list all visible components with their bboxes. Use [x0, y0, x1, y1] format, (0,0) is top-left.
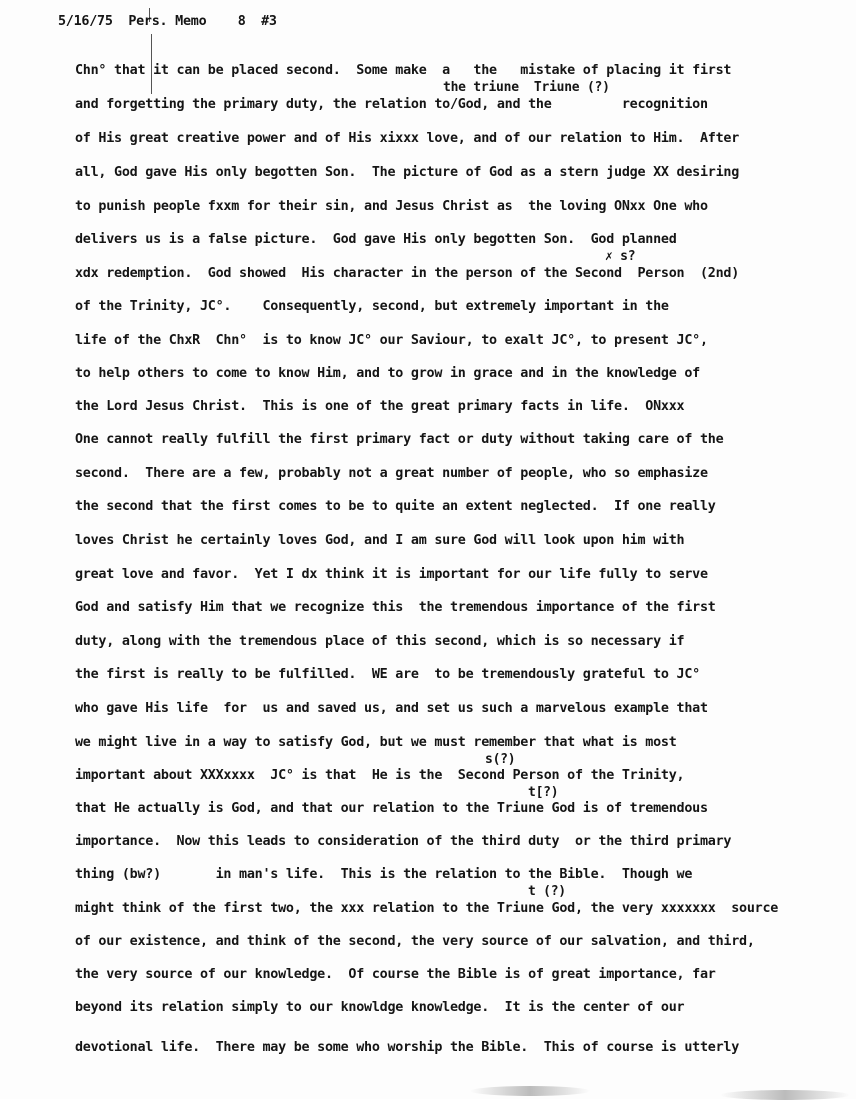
text-line: thing (bw?) in man's life. This is the relation to the Bible. Though we [75, 867, 693, 882]
text-line: of our existence, and think of the second, the very source of our salvation, and third, [75, 934, 755, 949]
text-line: that He actually is God, and that our relation to the Triune God is of tremendous [75, 801, 708, 816]
text-line: beyond its relation simply to our knowldge knowledge. It is the center of our [75, 1000, 685, 1015]
text-line: importance. Now this leads to consideration of the third duty or the third primary [75, 834, 732, 849]
text-line: xdx redemption. God showed His character in the person of the Second Person (2nd) [75, 266, 740, 281]
memo-mark: 8 [237, 14, 246, 29]
text-line: God and satisfy Him that we recognize this the tremendous importance of the first [75, 600, 716, 615]
text-line: to help others to come to know Him, and to grow in grace and in the knowledge of [75, 366, 700, 381]
text-line: loves Christ he certainly loves God, and I am sure God will look upon him with [75, 533, 685, 548]
memo-date: 5/16/75 [58, 14, 113, 29]
text-line: might think of the first two, the xxx relation to the Triune God, the very xxxxxxx source [75, 901, 779, 916]
interlinear-insertion: the triune Triune (?) [443, 80, 610, 95]
memo-number: #3 [261, 14, 277, 29]
text-line: great love and favor. Yet I dx think it is important for our life fully to serve [75, 567, 708, 582]
text-line: the Lord Jesus Christ. This is one of the great primary facts in life. ONxxx [75, 399, 685, 414]
text-line: life of the ChxR Chn° is to know JC° our Saviour, to exalt JC°, to present JC°, [75, 333, 708, 348]
text-line: we might live in a way to satisfy God, but we must remember that what is most [75, 735, 677, 750]
text-line: the first is really to be fulfilled. WE are to be tremendously grateful to JC° [75, 667, 700, 682]
scan-smudge [470, 1086, 590, 1096]
memo-header [58, 14, 277, 30]
text-line: all, God gave His only begotten Son. The picture of God as a stern judge XX desiring [75, 165, 740, 180]
text-line: delivers us is a false picture. God gave His only begotten Son. God planned [75, 232, 677, 247]
interlinear-insertion: t[?) [528, 785, 559, 800]
text-line: duty, along with the tremendous place of this second, which is so necessary if [75, 634, 685, 649]
text-line: One cannot really fulfill the first primary fact or duty without taking care of the [75, 432, 724, 447]
text-line: to punish people fxxm for their sin, and Jesus Christ as the loving ONxx One who [75, 199, 708, 214]
text-line: of His great creative power and of His xixxx love, and of our relation to Him. After [75, 131, 740, 146]
memo-title: Pers. Memo [128, 14, 207, 29]
text-line: Chn° that it can be placed second. Some make a the mistake of placing it first [75, 63, 732, 78]
text-line: important about XXXxxxx JC° is that He is the Second Person of the Trinity, [75, 768, 685, 783]
text-line: devotional life. There may be some who worship the Bible. This of course is utterly [75, 1040, 740, 1055]
text-line: of the Trinity, JC°. Consequently, second, but extremely important in the [75, 299, 669, 314]
text-line: the second that the first comes to be to quite an extent neglected. If one really [75, 499, 716, 514]
text-line: who gave His life for us and saved us, and set us such a marvelous example that [75, 701, 708, 716]
text-line: second. There are a few, probably not a great number of people, who so emphasize [75, 466, 708, 481]
interlinear-insertion: t (?) [528, 884, 566, 899]
interlinear-insertion: s(?) [485, 752, 516, 767]
text-line: and forgetting the primary duty, the relation to/God, and the recognition [75, 97, 708, 112]
interlinear-insertion: ✗ s? [605, 249, 636, 264]
text-line: the very source of our knowledge. Of course the Bible is of great importance, far [75, 967, 716, 982]
